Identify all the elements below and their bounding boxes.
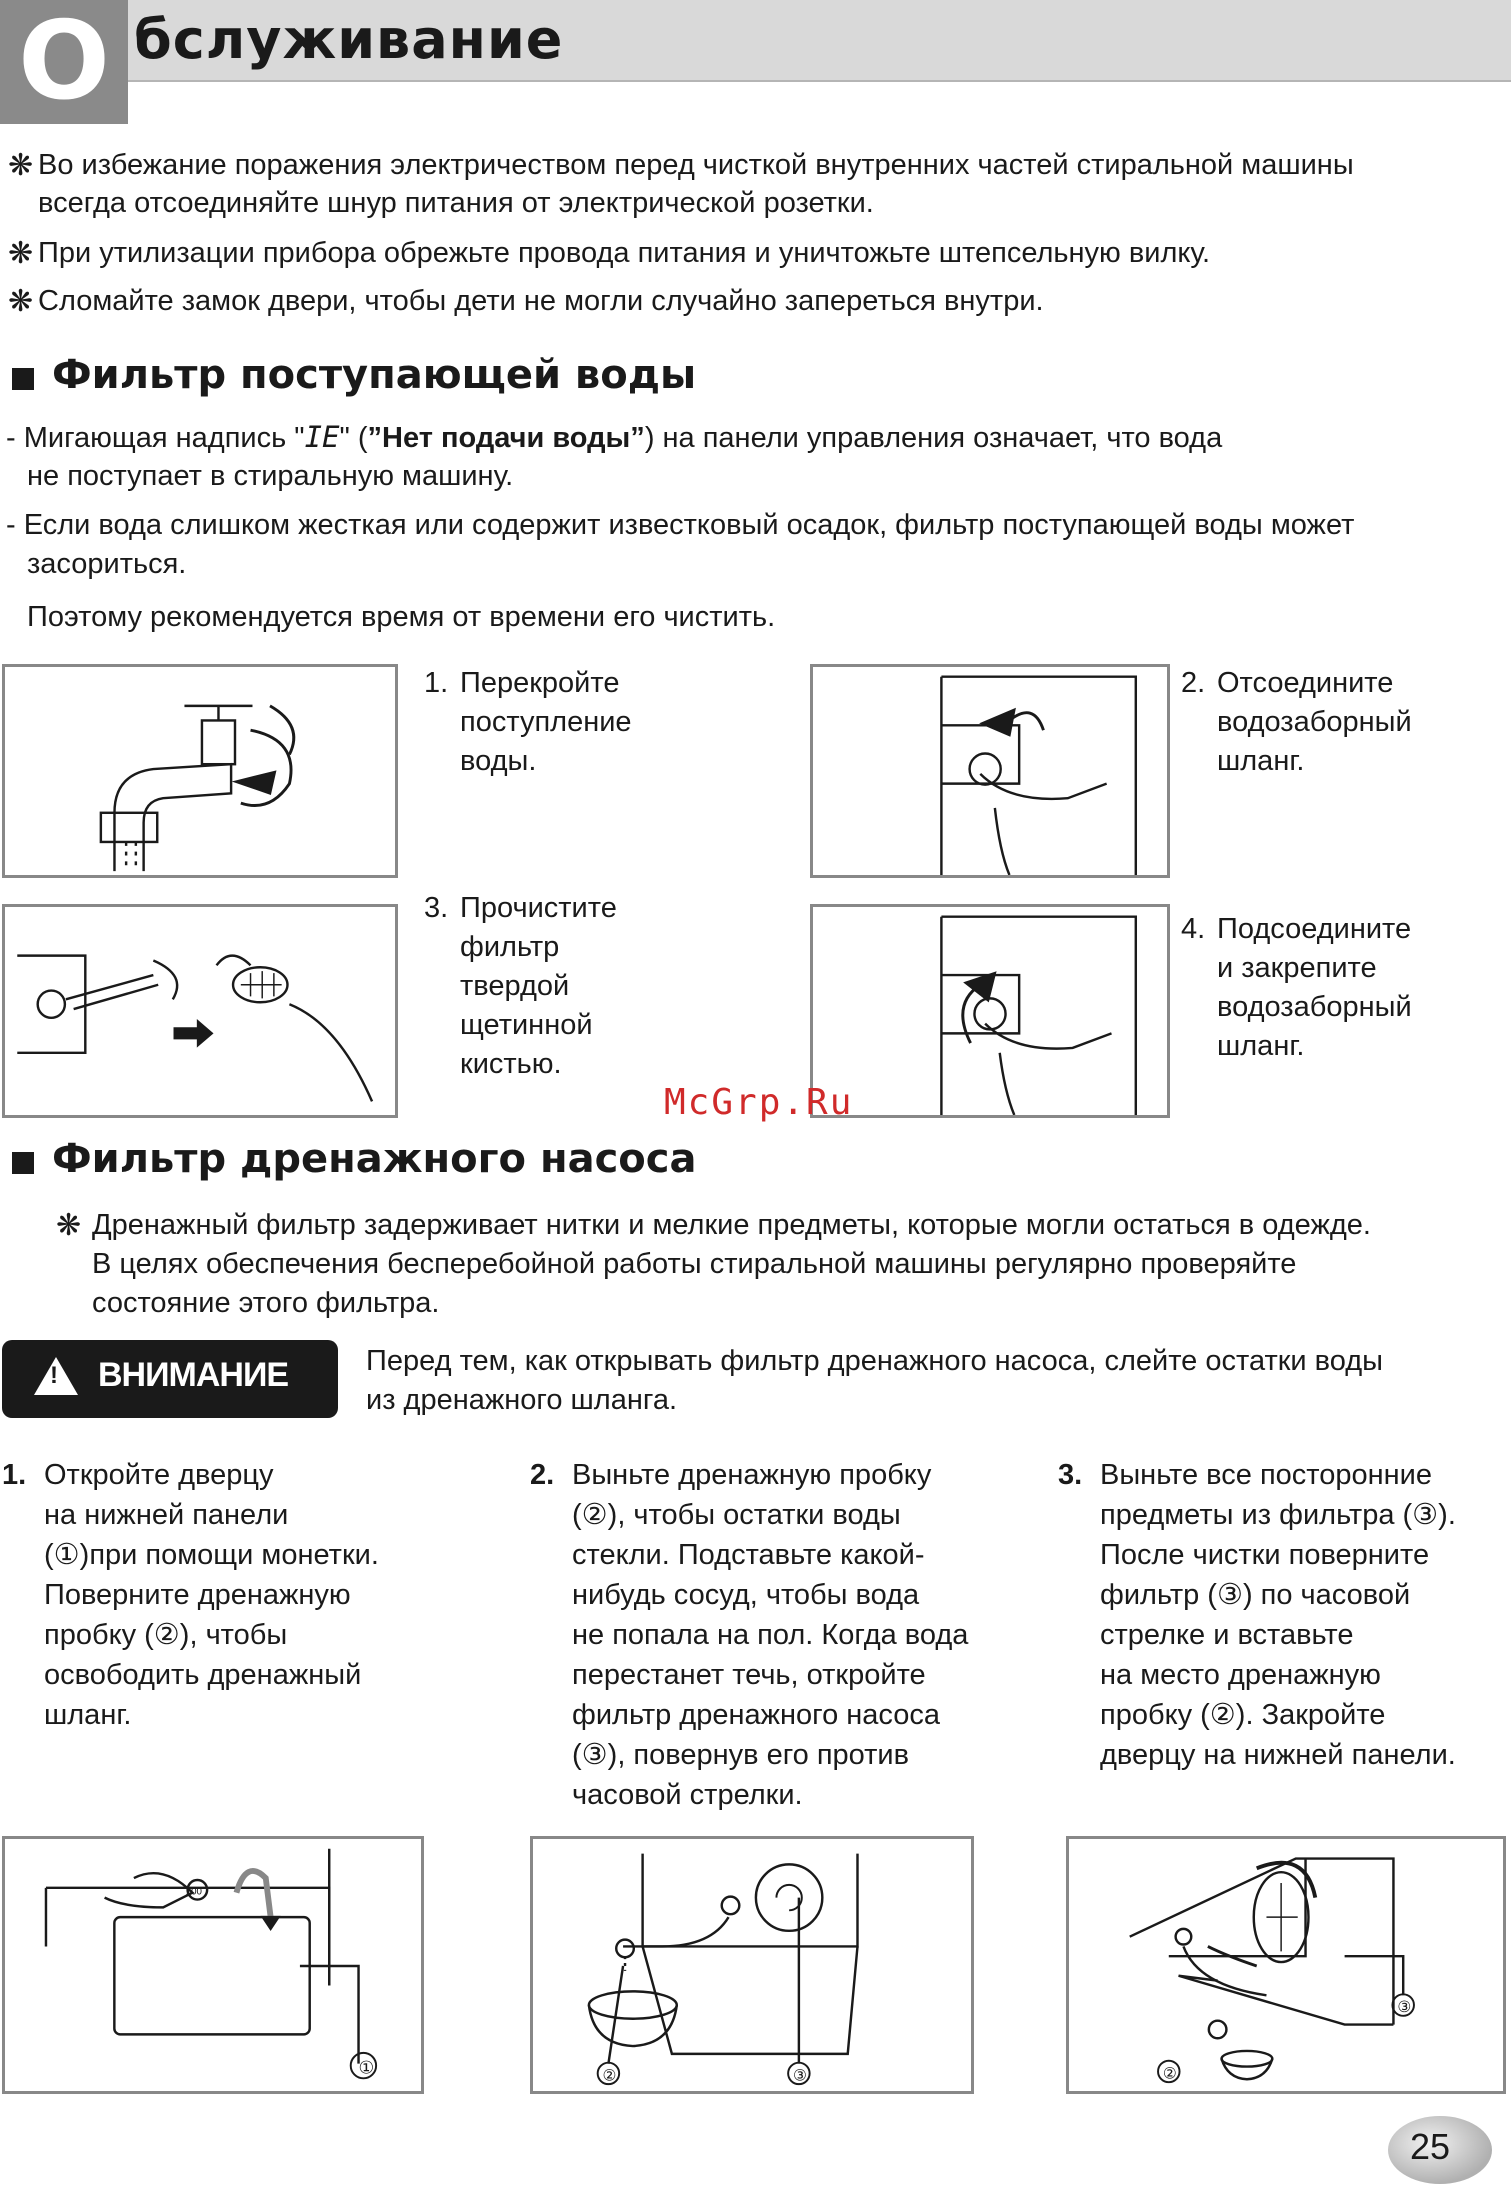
drain-step-text: фильтр дренажного насоса xyxy=(572,1699,941,1731)
illustration-drain-water xyxy=(530,1836,974,2094)
inlet-step-text: кистью. xyxy=(460,1048,562,1080)
inlet-paragraph-2-cont: засориться. xyxy=(27,548,187,580)
drain-step-text: (③), повернув его против xyxy=(572,1739,910,1771)
warning-label: ВНИМАНИЕ xyxy=(98,1356,289,1394)
section-title-drain: Фильтр дренажного насоса xyxy=(52,1136,697,1182)
error-code: IE xyxy=(304,420,340,454)
header-initial-letter: O xyxy=(0,0,128,124)
callout-3: ③ xyxy=(1397,1998,1412,2016)
drain-step-text: на место дренажную xyxy=(1100,1659,1381,1691)
illustration-clean-filter xyxy=(2,904,398,1118)
inlet-step-number: 2. xyxy=(1181,667,1206,699)
inlet-step-number: 1. xyxy=(424,667,449,699)
inlet-step-text: щетинной xyxy=(460,1009,593,1041)
drain-step-text: пробку (②), чтобы xyxy=(44,1619,288,1651)
page-title: бслуживание xyxy=(134,8,564,71)
inlet-step-text: воды. xyxy=(460,745,537,777)
drain-step-text: часовой стрелки. xyxy=(572,1779,803,1811)
drain-step-text: на нижней панели xyxy=(44,1499,289,1531)
drain-note-line: Дренажный фильтр задерживает нитки и мелкие предметы, которые могли остаться в одежде. xyxy=(92,1209,1371,1241)
drain-step-text: нибудь сосуд, чтобы вода xyxy=(572,1579,920,1611)
callout-2: ② xyxy=(602,2067,617,2085)
section-square-icon xyxy=(12,368,34,390)
watermark: McGrp.Ru xyxy=(664,1082,854,1123)
inlet-step-number: 4. xyxy=(1181,913,1206,945)
drain-step-number: 1. xyxy=(2,1459,27,1491)
intro-line: Сломайте замок двери, чтобы дети не могли случайно запереться внутри. xyxy=(38,285,1044,317)
drain-step-text: стрелке и вставьте xyxy=(1100,1619,1354,1651)
inlet-paragraph-3: Поэтому рекомендуется время от времени его чистить. xyxy=(27,601,776,633)
inlet-paragraph-2: - Если вода слишком жесткая или содержит известковый осадок, фильтр поступающей воды может xyxy=(6,509,1355,541)
inlet-step-text: Отсоедините xyxy=(1217,667,1394,699)
drain-step-text: дверцу на нижней панели. xyxy=(1100,1739,1456,1771)
drain-step-text: Поверните дренажную xyxy=(44,1579,351,1611)
inlet-step-text: водозаборный xyxy=(1217,706,1412,738)
inlet-step-text: поступление xyxy=(460,706,632,738)
inlet-step-text: шланг. xyxy=(1217,745,1305,777)
drain-step-text: шланг. xyxy=(44,1699,132,1731)
drain-step-text: После чистки поверните xyxy=(1100,1539,1430,1571)
inlet-step-text: Перекройте xyxy=(460,667,620,699)
inlet-step-text: шланг. xyxy=(1217,1030,1305,1062)
intro-line: всегда отсоединяйте шнур питания от электрической розетки. xyxy=(38,187,874,219)
bullet-star-icon: ❋ xyxy=(56,1209,82,1242)
inlet-step-text: и закрепите xyxy=(1217,952,1377,984)
illustration-connect-hose xyxy=(810,904,1170,1118)
drain-step-text: Выньте все посторонние xyxy=(1100,1459,1432,1491)
page-number-badge xyxy=(1385,2112,1495,2188)
section-title-inlet: Фильтр поступающей воды xyxy=(52,352,697,398)
drain-step-text: (①)при помощи монетки. xyxy=(44,1539,379,1571)
drain-step-text: освободить дренажный xyxy=(44,1659,362,1691)
inlet-step-text: водозаборный xyxy=(1217,991,1412,1023)
page-number: 25 xyxy=(1409,2126,1451,2167)
drain-step-number: 2. xyxy=(530,1459,555,1491)
inlet-step-text: Подсоедините xyxy=(1217,913,1412,945)
drain-step-text: Выньте дренажную пробку xyxy=(572,1459,932,1491)
drain-step-text: не попала на пол. Когда вода xyxy=(572,1619,969,1651)
section-square-icon xyxy=(12,1152,34,1174)
bullet-star-icon: ❋ xyxy=(8,149,34,182)
drain-step-text: предметы из фильтра (③). xyxy=(1100,1499,1456,1531)
callout-2: ② xyxy=(1162,2065,1177,2083)
inlet-paragraph-1-cont: не поступает в стиральную машину. xyxy=(27,460,514,492)
drain-step-text: стекли. Подставьте какой- xyxy=(572,1539,925,1571)
illustration-disconnect-hose xyxy=(810,664,1170,878)
illustration-open-cover xyxy=(2,1836,424,2094)
drain-step-text: Откройте дверцу xyxy=(44,1459,274,1491)
inlet-paragraph-1: - Мигающая надпись "IE" (”Нет подачи воды”) на панели управления означает, что вода xyxy=(6,420,1223,454)
callout-1: ① xyxy=(358,2057,375,2078)
inlet-step-text: твердой xyxy=(460,970,570,1002)
warning-badge xyxy=(2,1340,338,1418)
inlet-step-text: Прочистите xyxy=(460,892,617,924)
intro-line: Во избежание поражения электричеством перед чисткой внутренних частей стиральной машины xyxy=(38,149,1354,181)
callout-3: ③ xyxy=(793,2067,808,2085)
drain-step-text: фильтр (③) по часовой xyxy=(1100,1579,1411,1611)
drain-note-line: состояние этого фильтра. xyxy=(92,1287,440,1319)
illustration-replace-filter xyxy=(1066,1836,1506,2094)
warning-text: Перед тем, как открывать фильтр дренажного насоса, слейте остатки воды xyxy=(366,1345,1384,1377)
drain-step-text: перестанет течь, откройте xyxy=(572,1659,926,1691)
drain-step-text: (②), чтобы остатки воды xyxy=(572,1499,901,1531)
illustration-faucet xyxy=(2,664,398,878)
drain-step-text: пробку (②). Закройте xyxy=(1100,1699,1386,1731)
drain-note-line: В целях обеспечения бесперебойной работы стиральной машины регулярно проверяйте xyxy=(92,1248,1297,1280)
intro-line: При утилизации прибора обрежьте провода питания и уничтожьте штепсельную вилку. xyxy=(38,237,1211,269)
warning-text: из дренажного шланга. xyxy=(366,1384,677,1416)
bullet-star-icon: ❋ xyxy=(8,285,34,318)
inlet-step-number: 3. xyxy=(424,892,449,924)
warning-exclamation: ! xyxy=(50,1362,58,1389)
drain-step-number: 3. xyxy=(1058,1459,1083,1491)
bullet-star-icon: ❋ xyxy=(8,237,34,270)
inlet-step-text: фильтр xyxy=(460,931,560,963)
coin-label: 100 xyxy=(185,1886,202,1898)
